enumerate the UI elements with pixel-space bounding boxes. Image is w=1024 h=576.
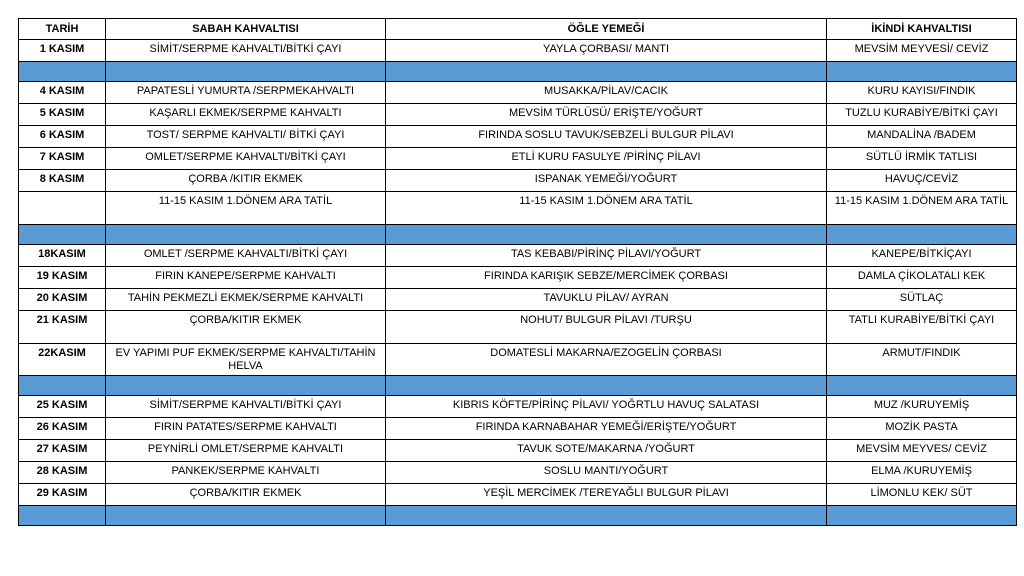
date-cell: 4 KASIM	[19, 82, 106, 104]
date-cell: 8 KASIM	[19, 170, 106, 192]
breakfast-cell: OMLET/SERPME KAHVALTI/BİTKİ ÇAYI	[106, 148, 386, 170]
snack-cell: 11-15 KASIM 1.DÖNEM ARA TATİL	[827, 192, 1017, 225]
date-cell: 21 KASIM	[19, 311, 106, 344]
breakfast-cell: PANKEK/SERPME KAHVALTI	[106, 462, 386, 484]
date-cell: 18KASIM	[19, 245, 106, 267]
snack-cell: MEVSİM MEYVES/ CEVİZ	[827, 440, 1017, 462]
date-cell: 28 KASIM	[19, 462, 106, 484]
holiday-row	[19, 192, 1017, 225]
spacer-row	[19, 62, 1017, 82]
lunch-cell: FIRINDA SOSLU TAVUK/SEBZELİ BULGUR PİLAVI	[386, 126, 827, 148]
lunch-cell: TAVUKLU PİLAV/ AYRAN	[386, 289, 827, 311]
breakfast-cell: EV YAPIMI PUF EKMEK/SERPME KAHVALTI/TAHİN HELVA	[106, 344, 386, 376]
lunch-cell: TAVUK SOTE/MAKARNA /YOĞURT	[386, 440, 827, 462]
table-row	[19, 267, 1017, 289]
breakfast-cell: TAHİN PEKMEZLİ EKMEK/SERPME KAHVALTI	[106, 289, 386, 311]
snack-cell: SÜTLÜ İRMİK TATLISI	[827, 148, 1017, 170]
breakfast-cell: PAPATESLİ YUMURTA /SERPMEKAHVALTI	[106, 82, 386, 104]
date-cell: 19 KASIM	[19, 267, 106, 289]
snack-cell: MEVSİM MEYVESİ/ CEVİZ	[827, 40, 1017, 62]
date-cell	[19, 192, 106, 225]
breakfast-cell: KAŞARLI EKMEK/SERPME KAHVALTI	[106, 104, 386, 126]
table-row	[19, 311, 1017, 344]
spacer-row	[19, 225, 1017, 245]
date-cell: 25 KASIM	[19, 396, 106, 418]
snack-cell: TATLI KURABİYE/BİTKİ ÇAYI	[827, 311, 1017, 344]
lunch-cell: YEŞİL MERCİMEK /TEREYAĞLI BULGUR PİLAVI	[386, 484, 827, 506]
meal-menu-table	[18, 18, 1017, 526]
date-cell: 22KASIM	[19, 344, 106, 376]
table-row	[19, 418, 1017, 440]
snack-cell: MUZ /KURUYEMİŞ	[827, 396, 1017, 418]
breakfast-cell: FIRIN KANEPE/SERPME KAHVALTI	[106, 267, 386, 289]
table-row	[19, 396, 1017, 418]
breakfast-cell: 11-15 KASIM 1.DÖNEM ARA TATİL	[106, 192, 386, 225]
breakfast-cell: ÇORBA/KITIR EKMEK	[106, 311, 386, 344]
breakfast-cell: FIRIN PATATES/SERPME KAHVALTI	[106, 418, 386, 440]
snack-cell: HAVUÇ/CEVİZ	[827, 170, 1017, 192]
date-cell: 1 KASIM	[19, 40, 106, 62]
breakfast-cell: PEYNİRLİ OMLET/SERPME KAHVALTI	[106, 440, 386, 462]
table-row	[19, 40, 1017, 62]
header-lunch: ÖĞLE YEMEĞİ	[386, 19, 827, 40]
lunch-cell: TAS KEBABI/PİRİNÇ PİLAVI/YOĞURT	[386, 245, 827, 267]
header-row	[19, 19, 1017, 40]
breakfast-cell: ÇORBA /KITIR EKMEK	[106, 170, 386, 192]
header-breakfast: SABAH KAHVALTISI	[106, 19, 386, 40]
table-row	[19, 104, 1017, 126]
table-row	[19, 484, 1017, 506]
snack-cell: KANEPE/BİTKİÇAYI	[827, 245, 1017, 267]
snack-cell: ARMUT/FINDIK	[827, 344, 1017, 376]
lunch-cell: ISPANAK YEMEĞİ/YOĞURT	[386, 170, 827, 192]
date-cell: 26 KASIM	[19, 418, 106, 440]
spacer-row	[19, 376, 1017, 396]
spacer-row	[19, 506, 1017, 526]
header-snack: İKİNDİ KAHVALTISI	[827, 19, 1017, 40]
lunch-cell: DOMATESLİ MAKARNA/EZOGELİN ÇORBASI	[386, 344, 827, 376]
table-row	[19, 245, 1017, 267]
date-cell: 20 KASIM	[19, 289, 106, 311]
lunch-cell: 11-15 KASIM 1.DÖNEM ARA TATİL	[386, 192, 827, 225]
lunch-cell: ETLİ KURU FASULYE /PİRİNÇ PİLAVI	[386, 148, 827, 170]
table-row	[19, 462, 1017, 484]
lunch-cell: MUSAKKA/PİLAV/CACIK	[386, 82, 827, 104]
lunch-cell: KIBRIS KÖFTE/PİRİNÇ PİLAVI/ YOĞRTLU HAVUÇ SALATASI	[386, 396, 827, 418]
header-date: TARİH	[19, 19, 106, 40]
table-row	[19, 440, 1017, 462]
table-row	[19, 344, 1017, 376]
date-cell: 29 KASIM	[19, 484, 106, 506]
breakfast-cell: SİMİT/SERPME KAHVALTI/BİTKİ ÇAYI	[106, 396, 386, 418]
date-cell: 27 KASIM	[19, 440, 106, 462]
lunch-cell: MEVSİM TÜRLÜSÜ/ ERİŞTE/YOĞURT	[386, 104, 827, 126]
date-cell: 7 KASIM	[19, 148, 106, 170]
breakfast-cell: TOST/ SERPME KAHVALTI/ BİTKİ ÇAYI	[106, 126, 386, 148]
snack-cell: SÜTLAÇ	[827, 289, 1017, 311]
snack-cell: DAMLA ÇİKOLATALI KEK	[827, 267, 1017, 289]
snack-cell: KURU KAYISI/FINDIK	[827, 82, 1017, 104]
lunch-cell: FIRINDA KARIŞIK SEBZE/MERCİMEK ÇORBASI	[386, 267, 827, 289]
snack-cell: TUZLU KURABİYE/BİTKİ ÇAYI	[827, 104, 1017, 126]
snack-cell: MOZİK PASTA	[827, 418, 1017, 440]
lunch-cell: FIRINDA KARNABAHAR YEMEĞİ/ERİŞTE/YOĞURT	[386, 418, 827, 440]
breakfast-cell: OMLET /SERPME KAHVALTI/BİTKİ ÇAYI	[106, 245, 386, 267]
lunch-cell: YAYLA ÇORBASI/ MANTI	[386, 40, 827, 62]
date-cell: 6 KASIM	[19, 126, 106, 148]
table-row	[19, 126, 1017, 148]
table-row	[19, 289, 1017, 311]
table-row	[19, 170, 1017, 192]
table-row	[19, 148, 1017, 170]
breakfast-cell: ÇORBA/KITIR EKMEK	[106, 484, 386, 506]
lunch-cell: SOSLU MANTI/YOĞURT	[386, 462, 827, 484]
snack-cell: ELMA /KURUYEMİŞ	[827, 462, 1017, 484]
lunch-cell: NOHUT/ BULGUR PİLAVI /TURŞU	[386, 311, 827, 344]
table-row	[19, 82, 1017, 104]
date-cell: 5 KASIM	[19, 104, 106, 126]
snack-cell: LİMONLU KEK/ SÜT	[827, 484, 1017, 506]
breakfast-cell: SİMİT/SERPME KAHVALTI/BİTKİ ÇAYI	[106, 40, 386, 62]
snack-cell: MANDALİNA /BADEM	[827, 126, 1017, 148]
